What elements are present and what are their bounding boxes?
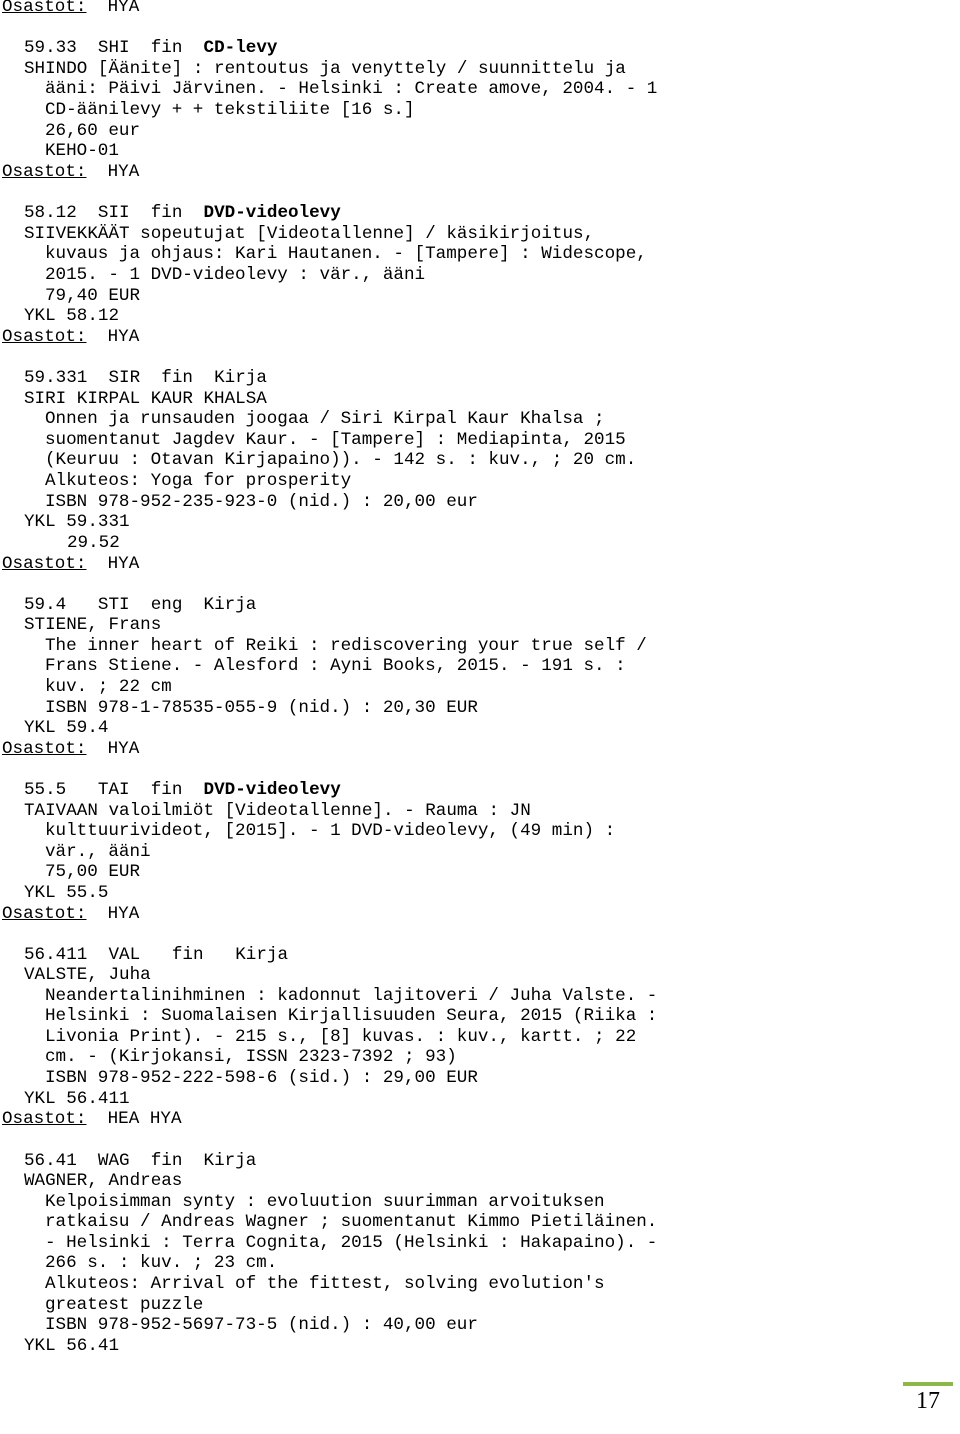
dept-label: Osastot: bbox=[2, 554, 87, 574]
record-header bbox=[24, 203, 341, 223]
record-line: CD-äänilevy + + tekstiliite [16 s.] bbox=[45, 100, 415, 120]
record-code: SHI bbox=[97, 38, 130, 58]
record-line: YKL 55.5 bbox=[24, 883, 109, 903]
record-format: Kirja bbox=[214, 368, 267, 388]
record-lang: eng bbox=[150, 595, 183, 615]
dept-value: HYA bbox=[107, 0, 140, 17]
dept-label: Osastot: bbox=[2, 0, 87, 17]
dept-label: Osastot: bbox=[2, 162, 87, 182]
record-lang: fin bbox=[150, 38, 183, 58]
record-format: Kirja bbox=[203, 1151, 257, 1171]
record-lang: fin bbox=[150, 1151, 183, 1171]
dept-label: Osastot: bbox=[2, 1109, 87, 1129]
record-line: suomentanut Jagdev Kaur. - [Tampere] : Mediapinta, 2015 bbox=[45, 430, 626, 450]
dept-value: HYA bbox=[107, 554, 140, 574]
dept-value: HYA bbox=[107, 162, 140, 182]
record-class: 55.5 bbox=[24, 780, 67, 800]
record-line: kuvaus ja ohjaus: Kari Hautanen. - [Tampere] : Widescope, bbox=[45, 244, 647, 264]
dept-line bbox=[2, 554, 139, 574]
record-line: greatest puzzle bbox=[45, 1295, 204, 1315]
record-class: 59.331 bbox=[24, 368, 88, 388]
dept-line bbox=[2, 904, 139, 924]
record-line: (Keuruu : Otavan Kirjapaino)). - 142 s. : kuv., ; 20 cm. bbox=[45, 450, 637, 470]
record-code: WAG bbox=[97, 1151, 130, 1171]
record-line: WAGNER, Andreas bbox=[24, 1171, 183, 1191]
record-line: 2015. - 1 DVD-videolevy : vär., ääni bbox=[45, 265, 426, 285]
record-code: SII bbox=[97, 203, 130, 223]
record-code: TAI bbox=[97, 780, 130, 800]
record-lang: fin bbox=[150, 203, 183, 223]
record-line: YKL 56.411 bbox=[24, 1089, 130, 1109]
record-header bbox=[24, 368, 267, 388]
record-line: KEHO-01 bbox=[45, 141, 119, 161]
record-line: VALSTE, Juha bbox=[24, 965, 151, 985]
record-code: SIR bbox=[108, 368, 141, 388]
record-code: STI bbox=[97, 595, 130, 615]
page-number: 17 bbox=[916, 1388, 940, 1414]
dept-label: Osastot: bbox=[2, 904, 87, 924]
dept-label: Osastot: bbox=[2, 739, 87, 759]
record-line: 75,00 EUR bbox=[45, 862, 141, 882]
record-line: ratkaisu / Andreas Wagner ; suomentanut Kimmo Pietiläinen. bbox=[45, 1212, 658, 1232]
record-line: Alkuteos: Arrival of the fittest, solving evolution's bbox=[45, 1274, 605, 1294]
record-line: kulttuurivideot, [2015]. - 1 DVD-videolevy, (49 min) : bbox=[45, 821, 616, 841]
record-header bbox=[24, 945, 288, 965]
record-line: Kelpoisimman synty : evoluution suurimman arvoituksen bbox=[45, 1192, 605, 1212]
dept-line bbox=[2, 1109, 182, 1129]
record-line: ISBN 978-952-222-598-6 (sid.) : 29,00 EUR bbox=[45, 1068, 478, 1088]
record-line: YKL 59.4 bbox=[24, 718, 109, 738]
dept-value: HEA HYA bbox=[107, 1109, 182, 1129]
record-line: The inner heart of Reiki : rediscovering your true self / bbox=[45, 636, 647, 656]
record-format: Kirja bbox=[203, 595, 257, 615]
record-line: YKL 59.331 bbox=[24, 512, 130, 532]
record-line: TAIVAAN valoilmiöt [Videotallenne]. - Rauma : JN bbox=[24, 801, 531, 821]
record-class: 59.33 bbox=[24, 38, 77, 58]
dept-value: HYA bbox=[107, 739, 140, 759]
record-line: ISBN 978-952-5697-73-5 (nid.) : 40,00 eur bbox=[45, 1315, 478, 1335]
record-line: Onnen ja runsauden joogaa / Siri Kirpal Kaur Khalsa ; bbox=[45, 409, 605, 429]
record-line: Livonia Print). - 215 s., [8] kuvas. : kuv., kartt. ; 22 bbox=[45, 1027, 637, 1047]
record-line: Helsinki : Suomalaisen Kirjallisuuden Seura, 2015 (Riika : bbox=[45, 1006, 658, 1026]
record-format: Kirja bbox=[235, 945, 289, 965]
record-line: Frans Stiene. - Alesford : Ayni Books, 2015. - 191 s. : bbox=[45, 656, 626, 676]
record-lang: fin bbox=[171, 945, 204, 965]
record-line: cm. - (Kirjokansi, ISSN 2323-7392 ; 93) bbox=[45, 1047, 457, 1067]
record-line: ääni: Päivi Järvinen. - Helsinki : Create amove, 2004. - 1 bbox=[45, 79, 658, 99]
record-line: kuv. ; 22 cm bbox=[45, 677, 172, 697]
record-format: CD-levy bbox=[203, 38, 278, 58]
record-header bbox=[24, 38, 277, 58]
record-line: Alkuteos: Yoga for prosperity bbox=[45, 471, 352, 491]
record-format: DVD-videolevy bbox=[203, 780, 341, 800]
record-line: ISBN 978-1-78535-055-9 (nid.) : 20,30 EUR bbox=[45, 698, 478, 718]
record-line: SHINDO [Äänite] : rentoutus ja venyttely / suunnittelu ja bbox=[24, 59, 626, 79]
record-class: 56.41 bbox=[24, 1151, 77, 1171]
record-line: SIIVEKKÄÄT sopeutujat [Videotallenne] / käsikirjoitus, bbox=[24, 224, 595, 244]
record-line: SIRI KIRPAL KAUR KHALSA bbox=[24, 389, 267, 409]
record-line: YKL 56.41 bbox=[24, 1336, 120, 1356]
record-line: 79,40 EUR bbox=[45, 286, 141, 306]
record-line: - Helsinki : Terra Cognita, 2015 (Helsinki : Hakapaino). - bbox=[45, 1233, 658, 1253]
dept-value: HYA bbox=[107, 327, 140, 347]
record-line: 266 s. : kuv. ; 23 cm. bbox=[45, 1253, 278, 1273]
record-class: 59.4 bbox=[24, 595, 67, 615]
record-line: ISBN 978-952-235-923-0 (nid.) : 20,00 eur bbox=[45, 492, 478, 512]
record-line: Neandertalinihminen : kadonnut lajitoveri / Juha Valste. - bbox=[45, 986, 658, 1006]
record-code: VAL bbox=[108, 945, 141, 965]
record-line: STIENE, Frans bbox=[24, 615, 162, 635]
page-number-rule bbox=[903, 1382, 953, 1386]
record-line: 29.52 bbox=[67, 533, 120, 553]
dept-line bbox=[2, 327, 139, 347]
record-header bbox=[24, 780, 341, 800]
dept-line bbox=[2, 0, 139, 17]
record-class: 58.12 bbox=[24, 203, 77, 223]
record-line: 26,60 eur bbox=[45, 121, 141, 141]
record-lang: fin bbox=[150, 780, 183, 800]
dept-label: Osastot: bbox=[2, 327, 87, 347]
record-header bbox=[24, 1151, 256, 1171]
record-lang: fin bbox=[161, 368, 193, 388]
record-class: 56.411 bbox=[24, 945, 88, 965]
dept-value: HYA bbox=[107, 904, 140, 924]
record-line: YKL 58.12 bbox=[24, 306, 120, 326]
dept-line bbox=[2, 162, 139, 182]
record-format: DVD-videolevy bbox=[203, 203, 341, 223]
record-line: vär., ääni bbox=[45, 842, 151, 862]
dept-line bbox=[2, 739, 139, 759]
record-header bbox=[24, 595, 256, 615]
